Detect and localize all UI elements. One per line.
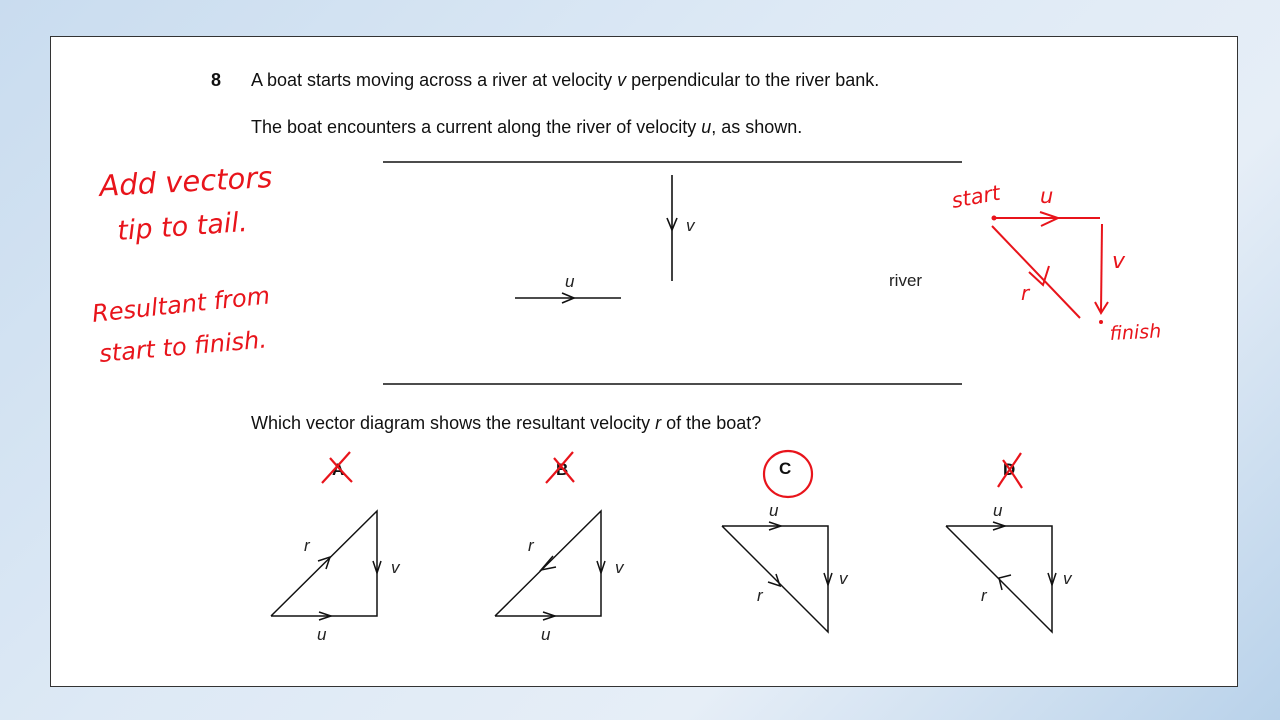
option-c-triangle [722, 522, 832, 632]
river-diagram [383, 162, 962, 384]
river-label: river [889, 271, 923, 290]
note-resultant-from: Resultant from [90, 281, 272, 328]
option-a-r-label: r [304, 536, 310, 555]
sketch-v-label: v [1112, 249, 1126, 274]
option-a-u-label: u [317, 625, 327, 644]
sketch-finish-label: finish [1109, 320, 1162, 345]
symbol-r: r [655, 413, 662, 433]
sketch-start-label: start [949, 180, 1003, 213]
handwritten-notes [91, 160, 273, 368]
note-tip-to-tail: tip to tail. [116, 206, 249, 247]
question-line-2-text-b: , as shown. [711, 117, 803, 137]
option-c[interactable] [722, 451, 849, 632]
option-c-letter: C [779, 459, 792, 478]
option-a-triangle [271, 511, 381, 620]
sketch-v-line [1101, 224, 1102, 312]
question-prompt-text-a: Which vector diagram shows the resultant velocity [251, 413, 656, 433]
option-d-r-arrowhead [999, 575, 1011, 590]
handwritten-vector-sketch [950, 181, 1162, 345]
option-d-v-label: v [1063, 569, 1072, 588]
river-u-label: u [565, 272, 575, 291]
symbol-u: u [701, 117, 712, 137]
option-b-letter: B [556, 460, 569, 479]
option-d[interactable] [946, 453, 1073, 632]
option-c-r-label: r [757, 586, 763, 605]
option-a-v-label: v [391, 558, 400, 577]
option-b[interactable] [495, 452, 625, 644]
option-d-r-label: r [981, 586, 987, 605]
option-d-cross-mark [998, 453, 1022, 488]
river-v-label: v [686, 216, 695, 235]
question-line-1-text-b: perpendicular to the river bank. [626, 70, 880, 90]
option-d-letter: D [1003, 460, 1016, 479]
option-d-u-label: u [993, 501, 1003, 520]
option-a[interactable] [271, 452, 401, 644]
question-line-1-text-a: A boat starts moving across a river at velocity [251, 70, 618, 90]
option-a-letter: A [332, 460, 345, 479]
question-line-2-text-a: The boat encounters a current along the river of velocity [251, 117, 702, 137]
note-add-vectors: Add vectors [98, 159, 274, 203]
option-c-r-arrowhead [768, 574, 780, 586]
option-c-u-label: u [769, 501, 779, 520]
sketch-u-label: u [1040, 184, 1054, 208]
sketch-start-dot [992, 216, 997, 221]
sketch-r-line [992, 226, 1080, 318]
option-b-triangle [495, 511, 605, 620]
question-number: 8 [211, 70, 222, 90]
option-d-triangle [946, 522, 1056, 632]
option-b-r-label: r [528, 536, 534, 555]
option-b-u-label: u [541, 625, 551, 644]
option-c-v-label: v [839, 569, 848, 588]
question-prompt-text-b: of the boat? [661, 413, 762, 433]
sketch-r-label: r [1021, 281, 1030, 305]
symbol-v: v [617, 70, 627, 90]
option-b-v-label: v [615, 558, 624, 577]
sketch-finish-dot [1099, 320, 1103, 324]
note-start-to-finish: start to finish. [98, 325, 268, 368]
